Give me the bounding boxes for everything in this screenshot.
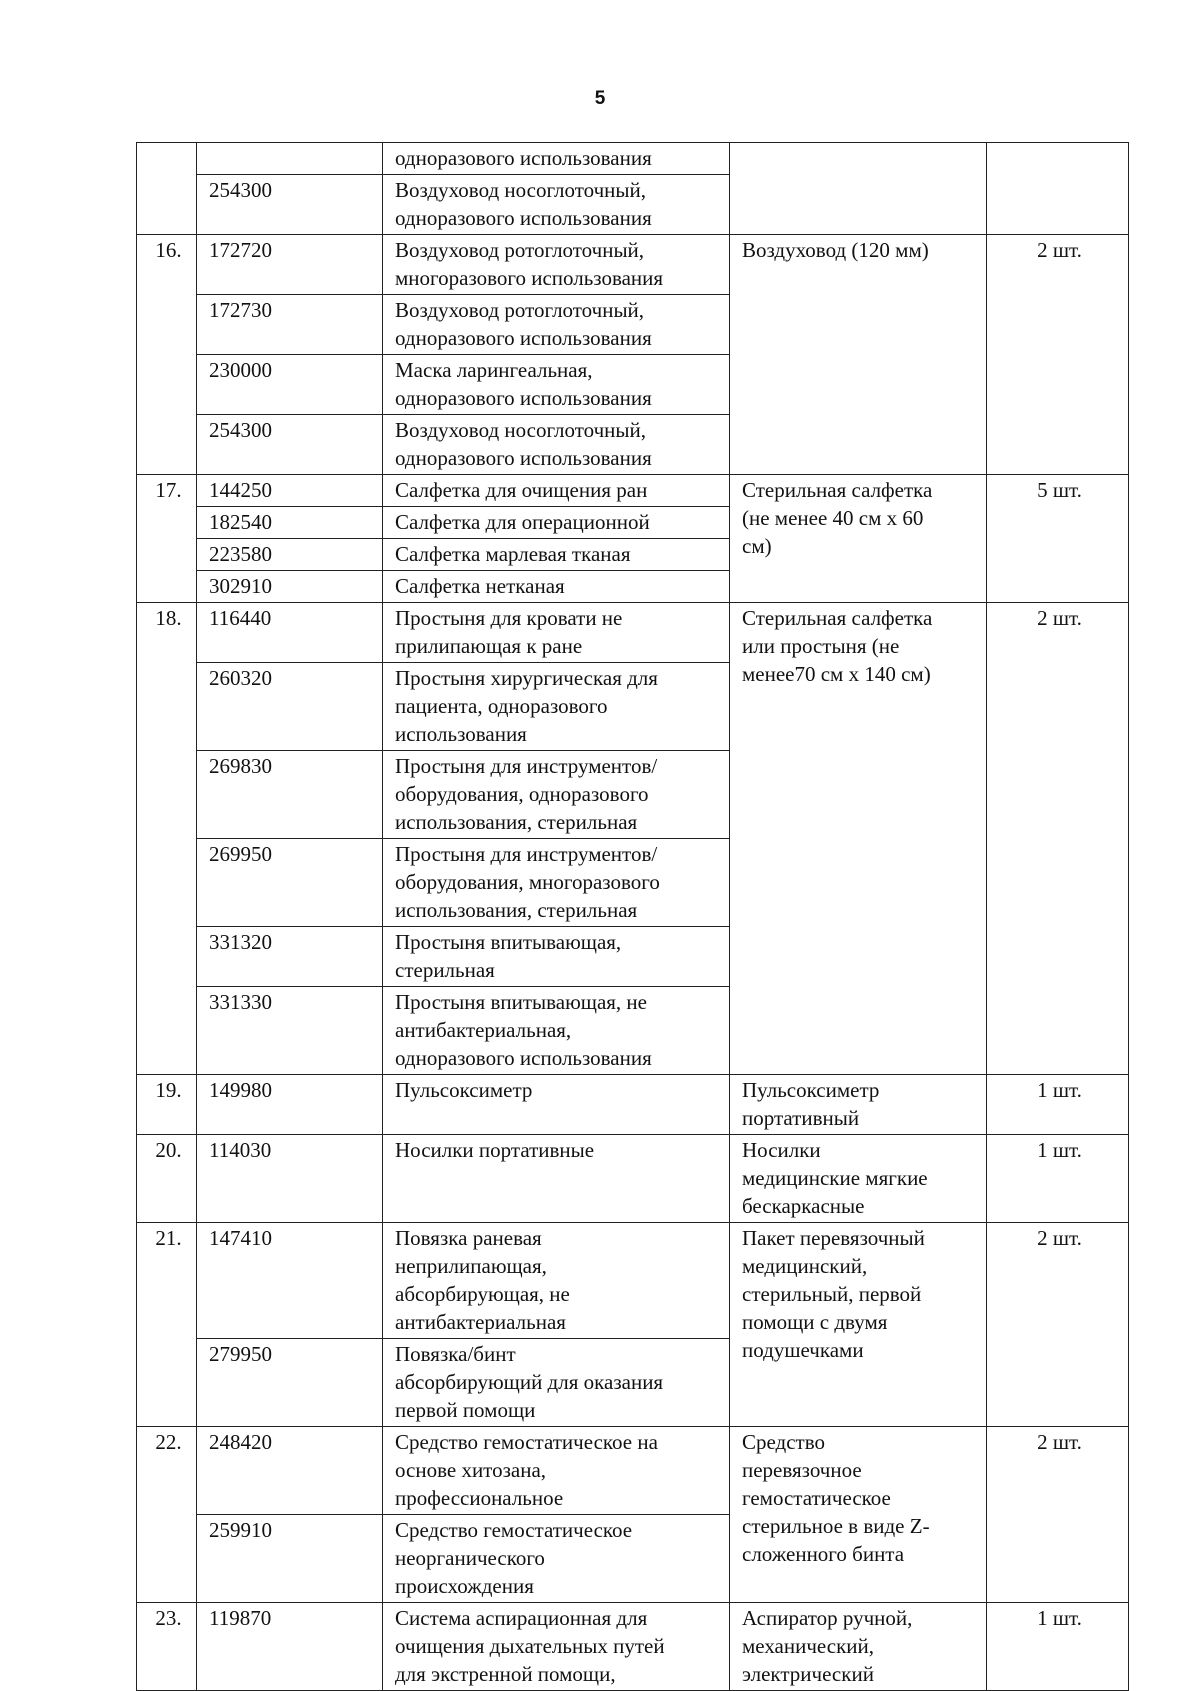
row-number: 19.	[137, 1075, 197, 1135]
item-code: 114030	[197, 1135, 383, 1223]
item-quantity: 2 шт.	[987, 235, 1129, 475]
table-row	[137, 1223, 1129, 1339]
item-name: Средство гемостатическое на основе хитозана, профессиональное	[383, 1427, 730, 1515]
item-name: Воздуховод ротоглоточный, многоразового использования	[383, 235, 730, 295]
item-code: 172730	[197, 295, 383, 355]
item-name: Салфетка марлевая тканая	[383, 539, 730, 571]
row-number: 17.	[137, 475, 197, 603]
table-row	[137, 1603, 1129, 1691]
item-code: 254300	[197, 175, 383, 235]
item-name: Воздуховод носоглоточный, одноразового использования	[383, 415, 730, 475]
item-description: Носилки медицинские мягкие бескаркасные	[730, 1135, 987, 1223]
item-name: Простыня хирургическая для пациента, одноразового использования	[383, 663, 730, 751]
item-quantity: 2 шт.	[987, 1223, 1129, 1427]
item-name: Носилки портативные	[383, 1135, 730, 1223]
item-code: 119870	[197, 1603, 383, 1691]
item-code: 269950	[197, 839, 383, 927]
item-name: Салфетка нетканая	[383, 571, 730, 603]
item-name: Повязка/бинт абсорбирующий для оказания первой помощи	[383, 1339, 730, 1427]
item-name: Воздуховод носоглоточный, одноразового использования	[383, 175, 730, 235]
item-code: 254300	[197, 415, 383, 475]
item-code: 147410	[197, 1223, 383, 1339]
item-code: 331320	[197, 927, 383, 987]
item-quantity	[987, 143, 1129, 235]
table-row	[137, 603, 1129, 663]
item-name: Маска ларингеальная, одноразового использования	[383, 355, 730, 415]
item-description: Аспиратор ручной, механический, электрический	[730, 1603, 987, 1691]
row-number: 21.	[137, 1223, 197, 1427]
item-name: Воздуховод ротоглоточный, одноразового использования	[383, 295, 730, 355]
item-code: 230000	[197, 355, 383, 415]
item-quantity: 1 шт.	[987, 1075, 1129, 1135]
table-row	[137, 1427, 1129, 1515]
item-name: одноразового использования	[383, 143, 730, 175]
item-code: 182540	[197, 507, 383, 539]
item-name: Средство гемостатическое неорганического происхождения	[383, 1515, 730, 1603]
table-row	[137, 475, 1129, 507]
item-name: Пульсоксиметр	[383, 1075, 730, 1135]
item-code: 302910	[197, 571, 383, 603]
item-name: Простыня для инструментов/ оборудования, одноразового использования, стерильная	[383, 751, 730, 839]
item-code	[197, 143, 383, 175]
item-description: Стерильная салфетка (не менее 40 см х 60 см)	[730, 475, 987, 603]
table-row	[137, 1075, 1129, 1135]
item-code: 260320	[197, 663, 383, 751]
table-row	[137, 235, 1129, 295]
item-quantity: 5 шт.	[987, 475, 1129, 603]
row-number: 22.	[137, 1427, 197, 1603]
item-code: 172720	[197, 235, 383, 295]
item-code: 259910	[197, 1515, 383, 1603]
equipment-table	[136, 142, 1129, 1691]
item-code: 331330	[197, 987, 383, 1075]
item-name: Простыня для кровати не прилипающая к ране	[383, 603, 730, 663]
item-description: Пульсоксиметр портативный	[730, 1075, 987, 1135]
row-number	[137, 143, 197, 235]
item-code: 116440	[197, 603, 383, 663]
item-quantity: 1 шт.	[987, 1603, 1129, 1691]
item-name: Салфетка для очищения ран	[383, 475, 730, 507]
item-description: Пакет перевязочный медицинский, стерильный, первой помощи с двумя подушечками	[730, 1223, 987, 1427]
item-code: 248420	[197, 1427, 383, 1515]
table-row	[137, 143, 1129, 175]
item-quantity: 1 шт.	[987, 1135, 1129, 1223]
item-name: Простыня впитывающая, не антибактериальная, одноразового использования	[383, 987, 730, 1075]
item-name: Система аспирационная для очищения дыхательных путей для экстренной помощи,	[383, 1603, 730, 1691]
page-number: 5	[594, 88, 606, 109]
item-description: Стерильная салфетка или простыня (не менее70 см х 140 см)	[730, 603, 987, 1075]
item-description: Воздуховод (120 мм)	[730, 235, 987, 475]
item-quantity: 2 шт.	[987, 603, 1129, 1075]
row-number: 20.	[137, 1135, 197, 1223]
item-name: Повязка раневая неприлипающая, абсорбирующая, не антибактериальная	[383, 1223, 730, 1339]
row-number: 23.	[137, 1603, 197, 1691]
item-code: 223580	[197, 539, 383, 571]
item-code: 149980	[197, 1075, 383, 1135]
item-code: 144250	[197, 475, 383, 507]
table-row	[137, 1135, 1129, 1223]
item-name: Простыня впитывающая, стерильная	[383, 927, 730, 987]
row-number: 18.	[137, 603, 197, 1075]
item-quantity: 2 шт.	[987, 1427, 1129, 1603]
item-name: Простыня для инструментов/ оборудования, многоразового использования, стерильная	[383, 839, 730, 927]
item-code: 269830	[197, 751, 383, 839]
item-description: Средство перевязочное гемостатическое стерильное в виде Z- сложенного бинта	[730, 1427, 987, 1603]
item-name: Салфетка для операционной	[383, 507, 730, 539]
item-description	[730, 143, 987, 235]
item-code: 279950	[197, 1339, 383, 1427]
row-number: 16.	[137, 235, 197, 475]
